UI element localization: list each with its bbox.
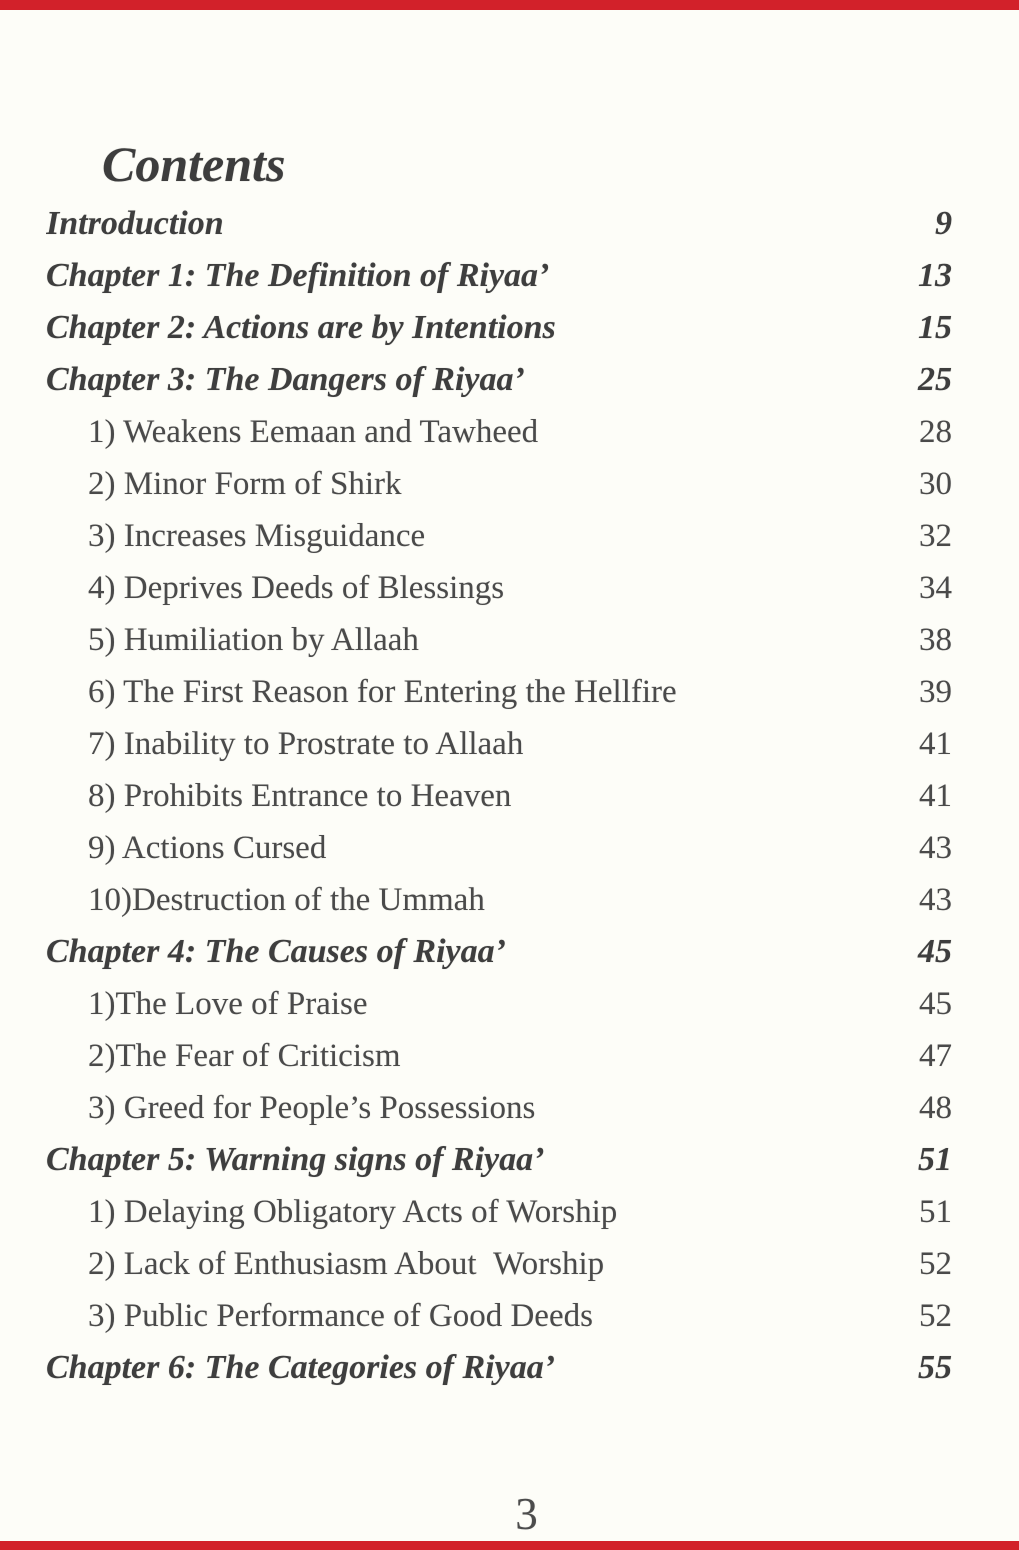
toc-entry-label: 2) Lack of Enthusiasm About Worship (88, 1246, 605, 1282)
toc-entry-page: 51 (918, 1141, 952, 1178)
toc-entry-page: 25 (918, 361, 952, 398)
contents-title: Contents (102, 136, 286, 192)
toc-entry (46, 1030, 952, 1082)
toc-entry-label: Chapter 1: The Definition of Riyaa’ (46, 257, 550, 294)
toc-entry-label: 6) The First Reason for Entering the Hellfire (88, 674, 677, 710)
toc-entry (46, 562, 952, 614)
toc-entry (46, 718, 952, 770)
toc-entry (46, 1082, 952, 1134)
toc-entry-label: Chapter 6: The Categories of Riyaa’ (46, 1349, 556, 1386)
toc-entry (46, 1290, 952, 1342)
toc-entry (46, 978, 952, 1030)
toc-entry-label: Chapter 4: The Causes of Riyaa’ (46, 933, 506, 970)
toc-entry-label: 4) Deprives Deeds of Blessings (88, 570, 505, 606)
toc-entry-label: Chapter 5: Warning signs of Riyaa’ (46, 1141, 545, 1178)
toc-entry-page: 28 (919, 414, 952, 450)
toc-entry (46, 926, 952, 978)
toc-entry-label: 2)The Fear of Criticism (88, 1038, 401, 1074)
toc-entry-label: 3) Public Performance of Good Deeds (88, 1298, 593, 1334)
toc-entry-page: 45 (918, 933, 952, 970)
toc-entry (46, 302, 952, 354)
toc-entry-page: 15 (918, 309, 952, 346)
toc-entry-label: 3) Greed for People’s Possessions (88, 1090, 536, 1126)
toc-entry (46, 1134, 952, 1186)
toc-entry-page: 30 (919, 466, 952, 502)
toc-entry-label: 9) Actions Cursed (88, 830, 327, 866)
toc-entry (46, 614, 952, 666)
toc-entry-label: 1) Weakens Eemaan and Tawheed (88, 414, 539, 450)
toc-entry-page: 9 (935, 205, 952, 242)
toc-entry-label: 2) Minor Form of Shirk (88, 466, 402, 502)
toc-entry-page: 43 (919, 830, 952, 866)
toc-entry-page: 48 (919, 1090, 952, 1126)
toc-entry-label: 3) Increases Misguidance (88, 518, 426, 554)
toc-entry (46, 510, 952, 562)
toc-entry-page: 41 (919, 778, 952, 814)
toc-entry-label: Chapter 2: Actions are by Intentions (46, 309, 556, 346)
toc-entry-page: 38 (919, 622, 952, 658)
toc-entry-label: 7) Inability to Prostrate to Allaah (88, 726, 524, 762)
toc-entry (46, 406, 952, 458)
toc-entry-page: 55 (918, 1349, 952, 1386)
toc-entry-page: 32 (919, 518, 952, 554)
toc-entry-page: 39 (919, 674, 952, 710)
toc-entry (46, 822, 952, 874)
toc-entry (46, 250, 952, 302)
toc-entry (46, 1186, 952, 1238)
toc-entry-page: 34 (919, 570, 952, 606)
toc-entry (46, 198, 952, 250)
toc-entry (46, 874, 952, 926)
toc-entry-page: 43 (919, 882, 952, 918)
toc-entry-page: 45 (919, 986, 952, 1022)
toc-entry (46, 666, 952, 718)
toc-entry-label: Introduction (46, 205, 224, 242)
toc-entry-page: 51 (919, 1194, 952, 1230)
top-scan-edge-bar (0, 0, 1019, 10)
toc-entry-page: 41 (919, 726, 952, 762)
toc-entry-page: 52 (919, 1246, 952, 1282)
toc-entry-page: 52 (919, 1298, 952, 1334)
toc-entry-page: 47 (919, 1038, 952, 1074)
toc-entry-label: 1)The Love of Praise (88, 986, 368, 1022)
toc-entry-label: 5) Humiliation by Allaah (88, 622, 419, 658)
toc-entry-label: 8) Prohibits Entrance to Heaven (88, 778, 512, 814)
page-number: 3 (515, 1489, 538, 1539)
bottom-scan-edge-bar (0, 1541, 1019, 1550)
toc-entry-label: 10)Destruction of the Ummah (88, 882, 485, 918)
toc-list (46, 198, 952, 1394)
toc-entry (46, 1238, 952, 1290)
toc-entry (46, 458, 952, 510)
toc-entry (46, 1342, 952, 1394)
toc-entry-label: Chapter 3: The Dangers of Riyaa’ (46, 361, 525, 398)
toc-entry (46, 770, 952, 822)
toc-entry (46, 354, 952, 406)
toc-entry-page: 13 (918, 257, 952, 294)
toc-entry-label: 1) Delaying Obligatory Acts of Worship (88, 1194, 618, 1230)
